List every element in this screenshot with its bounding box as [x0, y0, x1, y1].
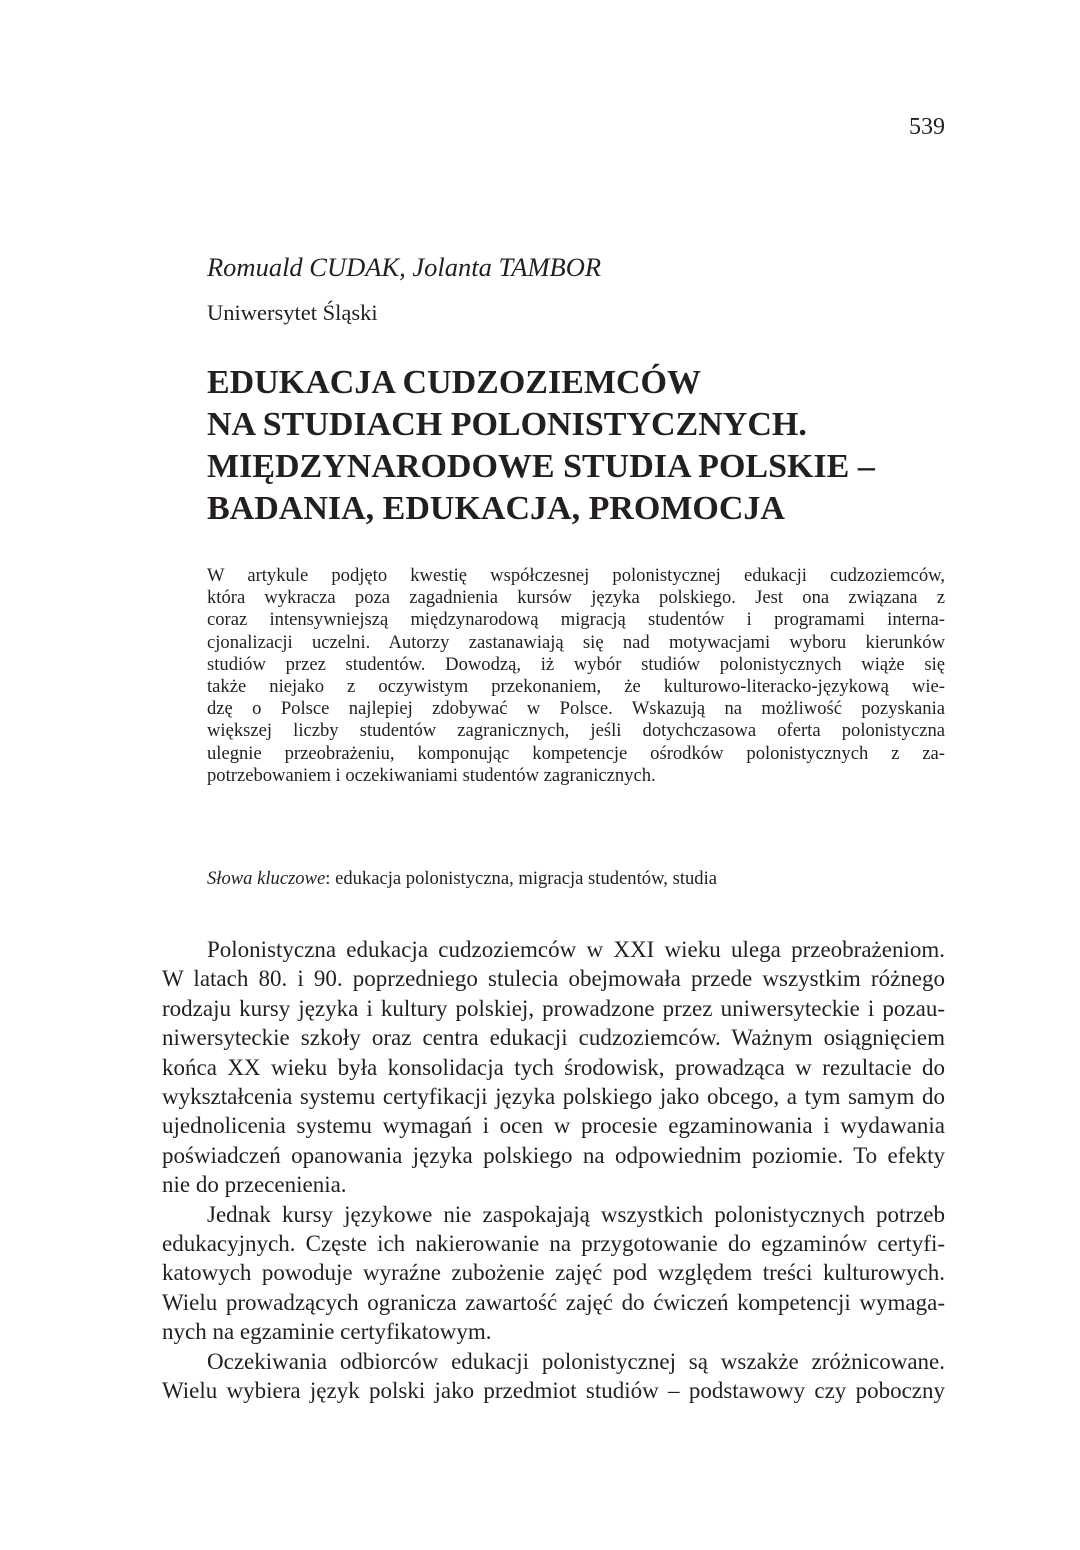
authors: Romuald CUDAK, Jolanta TAMBOR [207, 252, 602, 282]
text-line: poświadczeń opanowania języka polskiego na odpowiednim poziomie. To efekty [162, 1142, 945, 1168]
paragraph [162, 1347, 945, 1406]
text-line: Oczekiwania odbiorców edukacji polonistycznej są wszakże zróżnicowane. [207, 1348, 945, 1374]
title-line: MIĘDZYNARODOWE STUDIA POLSKIE – [207, 448, 875, 485]
text-line: katowych powoduje wyraźne zubożenie zajęć pod względem treści kulturowych. [162, 1260, 945, 1286]
text-line: niwersyteckie szkoły oraz centra edukacji cudzoziemców. Ważnym osiągnięciem [162, 1025, 945, 1051]
text-line: studiów przez studentów. Dowodzą, iż wybór studiów polonistycznych wiąże się [207, 653, 945, 675]
text-line: cjonalizacji uczelni. Autorzy zastanawiają się nad motywacjami wyboru kierunków [207, 631, 945, 653]
text-line: W artykule podjęto kwestię współczesnej polonistycznej edukacji cudzoziemców, [207, 565, 945, 586]
abstract [207, 565, 945, 787]
body-text [162, 935, 945, 1406]
paragraph [162, 1200, 945, 1347]
text-line: która wykracza poza zagadnienia kursów języka polskiego. Jest ona związana z [207, 587, 945, 609]
text-line: coraz intensywniejszą międzynarodową migracją studentów i programami interna- [207, 609, 945, 631]
keywords [207, 868, 717, 890]
paragraph [162, 935, 945, 1200]
text-line: ulegnie przeobrażeniu, komponując kompetencje ośrodków polonistycznych z za- [207, 742, 945, 764]
text-line: ujednolicenia systemu wymagań i ocen w procesie egzaminowania i wydawania [162, 1113, 945, 1139]
text-line: rodzaju kursy języka i kultury polskiej, prowadzone przez uniwersyteckie i pozau- [162, 995, 945, 1021]
text-line: edukacyjnych. Częste ich nakierowanie na przygotowanie do egzaminów certyfi- [162, 1231, 945, 1257]
text-line: nych na egzaminie certyfikatowym. [162, 1319, 492, 1345]
text-line: Polonistyczna edukacja cudzoziemców w XXI wieku ulega przeobrażeniom. [207, 937, 945, 962]
text-line: większej liczby studentów zagranicznych, jeśli dotychczasowa oferta polonistyczna [207, 720, 945, 742]
title-line: EDUKACJA CUDZOZIEMCÓW [207, 364, 701, 401]
text-line: Wielu wybiera język polski jako przedmiot studiów – podstawowy czy poboczny [162, 1378, 945, 1404]
page-number: 539 [909, 114, 945, 140]
text-line: Jednak kursy językowe nie zaspokajają wszystkich polonistycznych potrzeb [207, 1201, 945, 1227]
text-line: potrzebowaniem i oczekiwaniami studentów zagranicznych. [207, 764, 656, 786]
text-line: wykształcenia systemu certyfikacji języka polskiego jako obcego, a tym samym do [162, 1084, 945, 1110]
keywords-label: Słowa kluczowe [207, 868, 326, 889]
text-line: Wielu prowadzących ogranicza zawartość zajęć do ćwiczeń kompetencji wymaga- [162, 1289, 945, 1315]
title-line: BADANIA, EDUKACJA, PROMOCJA [207, 490, 785, 527]
text-line: końca XX wieku była konsolidacja tych środowisk, prowadząca w rezultacie do [162, 1054, 945, 1080]
text-line: także niejako z oczywistym przekonaniem, że kulturowo-literacko-językową wie- [207, 676, 945, 698]
affiliation: Uniwersytet Śląski [207, 300, 378, 325]
keywords-value: : edukacja polonistyczna, migracja studentów, studia [325, 868, 717, 889]
title-line: NA STUDIACH POLONISTYCZNYCH. [207, 406, 807, 443]
article-title [207, 362, 875, 530]
text-line: dzę o Polsce najlepiej zdobywać w Polsce. Wskazują na możliwość pozyskania [207, 698, 945, 720]
text-line: W latach 80. i 90. poprzedniego stulecia obejmowała przede wszystkim różnego [162, 966, 945, 992]
text-line: nie do przecenienia. [162, 1172, 347, 1198]
